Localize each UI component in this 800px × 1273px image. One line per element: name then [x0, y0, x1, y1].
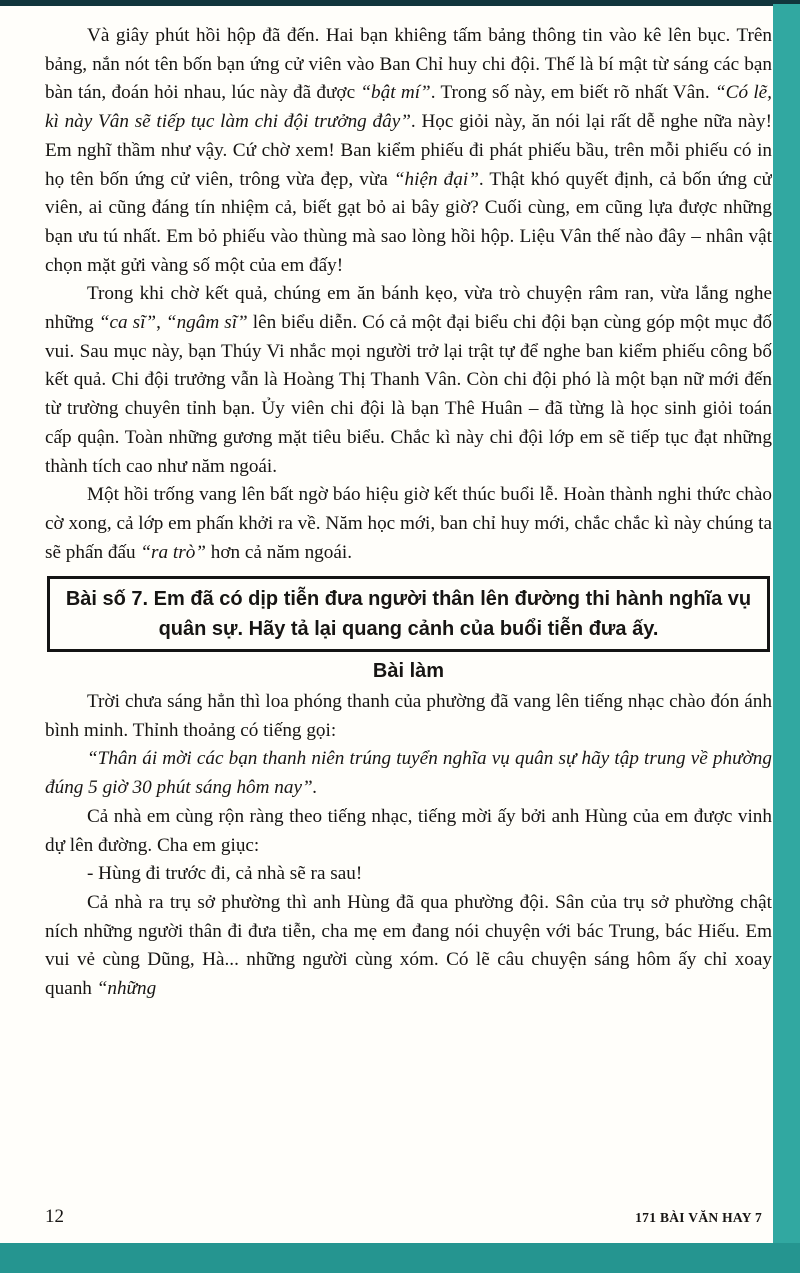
text-segment: . Trong số này, em biết rõ nhất Vân. [430, 82, 715, 104]
text-segment: . Thật khó quyết định, cả bốn ứng cử viên, ai cũng đáng tín nhiệm cả, biết gạt bỏ ai bây giờ? Cuối cùng, em cũng lựa được những bạn ưu tú nhất. Em bỏ phiếu vào thùng mà sao lòng hồi hộp. Liệu Vân thế nào đây – nhân vật chọn mặt gửi vàng số một của em đấy! [45, 168, 772, 276]
paragraph [45, 860, 772, 889]
page-number: 12 [45, 1206, 64, 1227]
text-segment: Cả nhà ra trụ sở phường thì anh Hùng đã qua phường đội. Sân của trụ sở phường chật ních những người thân đi đưa tiễn, cha mẹ em đang nói chuyện với bác Trung, bác Hiếu. Em vui vẻ cùng Dũng, Hà... những người cùng xóm. Có lẽ câu chuyện sáng hôm ấy chỉ xoay quanh [45, 891, 772, 1000]
text-segment: “Thân ái mời các bạn thanh niên trúng tuyển nghĩa vụ quân sự hãy tập trung về phường đúng 5 giờ 30 phút sáng hôm nay”. [45, 748, 772, 799]
text-segment: Trời chưa sáng hẳn thì loa phóng thanh của phường đã vang lên tiếng nhạc chào đón ánh bình minh. Thỉnh thoảng có tiếng gọi: [45, 691, 772, 741]
section-heading [45, 657, 772, 686]
paragraph [45, 22, 772, 280]
paragraph [45, 280, 772, 481]
text-segment: “hiện đại” [393, 168, 479, 190]
paragraph [45, 803, 772, 860]
text-segment: “ca sĩ” [98, 312, 157, 334]
book-title-footer: 171 BÀI VĂN HAY 7 [635, 1210, 762, 1225]
text-segment: Bài số 7. Em đã có dịp tiễn đưa người thân lên đường thi hành nghĩa vụ quân sự. Hãy tả lại quang cảnh của buổi tiễn đưa ấy. [65, 588, 752, 641]
text-segment: Trong khi chờ kết quả, chúng em ăn bánh kẹo, vừa trò chuyện râm ran, vừa lắng nghe những [45, 283, 772, 334]
text-segment: “những [96, 978, 157, 1000]
paragraph [45, 688, 772, 745]
text-segment: . Học giỏi này, ăn nói lại rất dễ nghe nữa này! Em nghĩ thầm như vậy. Cứ chờ xem! Ban kiểm phiếu đi phát phiếu bầu, trên mỗi phiếu có in họ tên bốn ứng cử viên, trông vừa đẹp, vừa [45, 111, 772, 190]
top-border [0, 0, 800, 6]
text-segment: , [156, 312, 166, 334]
text-segment: lên biểu diễn. Có cả một đại biểu chi đội bạn cùng góp một mục đố vui. Sau mục này, bạn Thúy Vi nhắc mọi người trở lại trật tự để nghe ban kiểm phiếu công bố kết quả. Chi đội trưởng vẫn là Hoàng Thị Thanh Vân. Còn chi đội phó là một bạn nữ mới đến từ trường chuyên tỉnh bạn. Ủy viên chi đội là bạn Thê Huân – đã từng là học sinh giỏi toán cấp quận. Toàn những gương mặt tiêu biểu. Chắc kì này chi đội lớp em sẽ tiếp tục đạt những thành tích cao như năm ngoái. [45, 312, 772, 477]
text-segment: hơn cả năm ngoái. [205, 541, 352, 563]
text-segment: Và giây phút hồi hộp đã đến. Hai bạn khiêng tấm bảng thông tin vào kê lên bục. Trên bảng, nắn nót tên bốn bạn ứng cử viên vào Ban Chỉ huy chi đội. Thế là bí mật từ sáng các bạn bàn tán, đoán hỏi nhau, lúc này đã được [45, 25, 772, 104]
paragraph [45, 889, 772, 1004]
article-body [45, 22, 772, 1202]
text-segment: “ngâm sĩ” [165, 312, 248, 334]
paragraph [45, 481, 772, 567]
text-segment: - Hùng đi trước đi, cả nhà sẽ ra sau! [87, 863, 363, 885]
essay-prompt-box [47, 576, 770, 652]
text-segment: Bài làm [372, 660, 445, 683]
text-segment: “ra trò” [140, 541, 206, 563]
right-color-band [773, 4, 800, 1273]
text-segment: “bật mí” [360, 82, 431, 104]
text-segment: “Có lẽ, kì này Vân sẽ tiếp tục làm chi đội trưởng đây” [45, 82, 772, 133]
bottom-color-band [0, 1243, 800, 1273]
text-segment: Một hồi trống vang lên bất ngờ báo hiệu giờ kết thúc buổi lễ. Hoàn thành nghi thức chào cờ xong, cả lớp em phấn khởi ra về. Năm học mới, ban chỉ huy mới, chắc chắc kì này chúng ta sẽ phấn đấu [45, 484, 772, 563]
text-segment: Cả nhà em cùng rộn ràng theo tiếng nhạc, tiếng mời ấy bởi anh Hùng của em được vinh dự lên đường. Cha em giục: [45, 805, 772, 856]
paragraph [45, 745, 772, 802]
page-footer [45, 1206, 762, 1228]
